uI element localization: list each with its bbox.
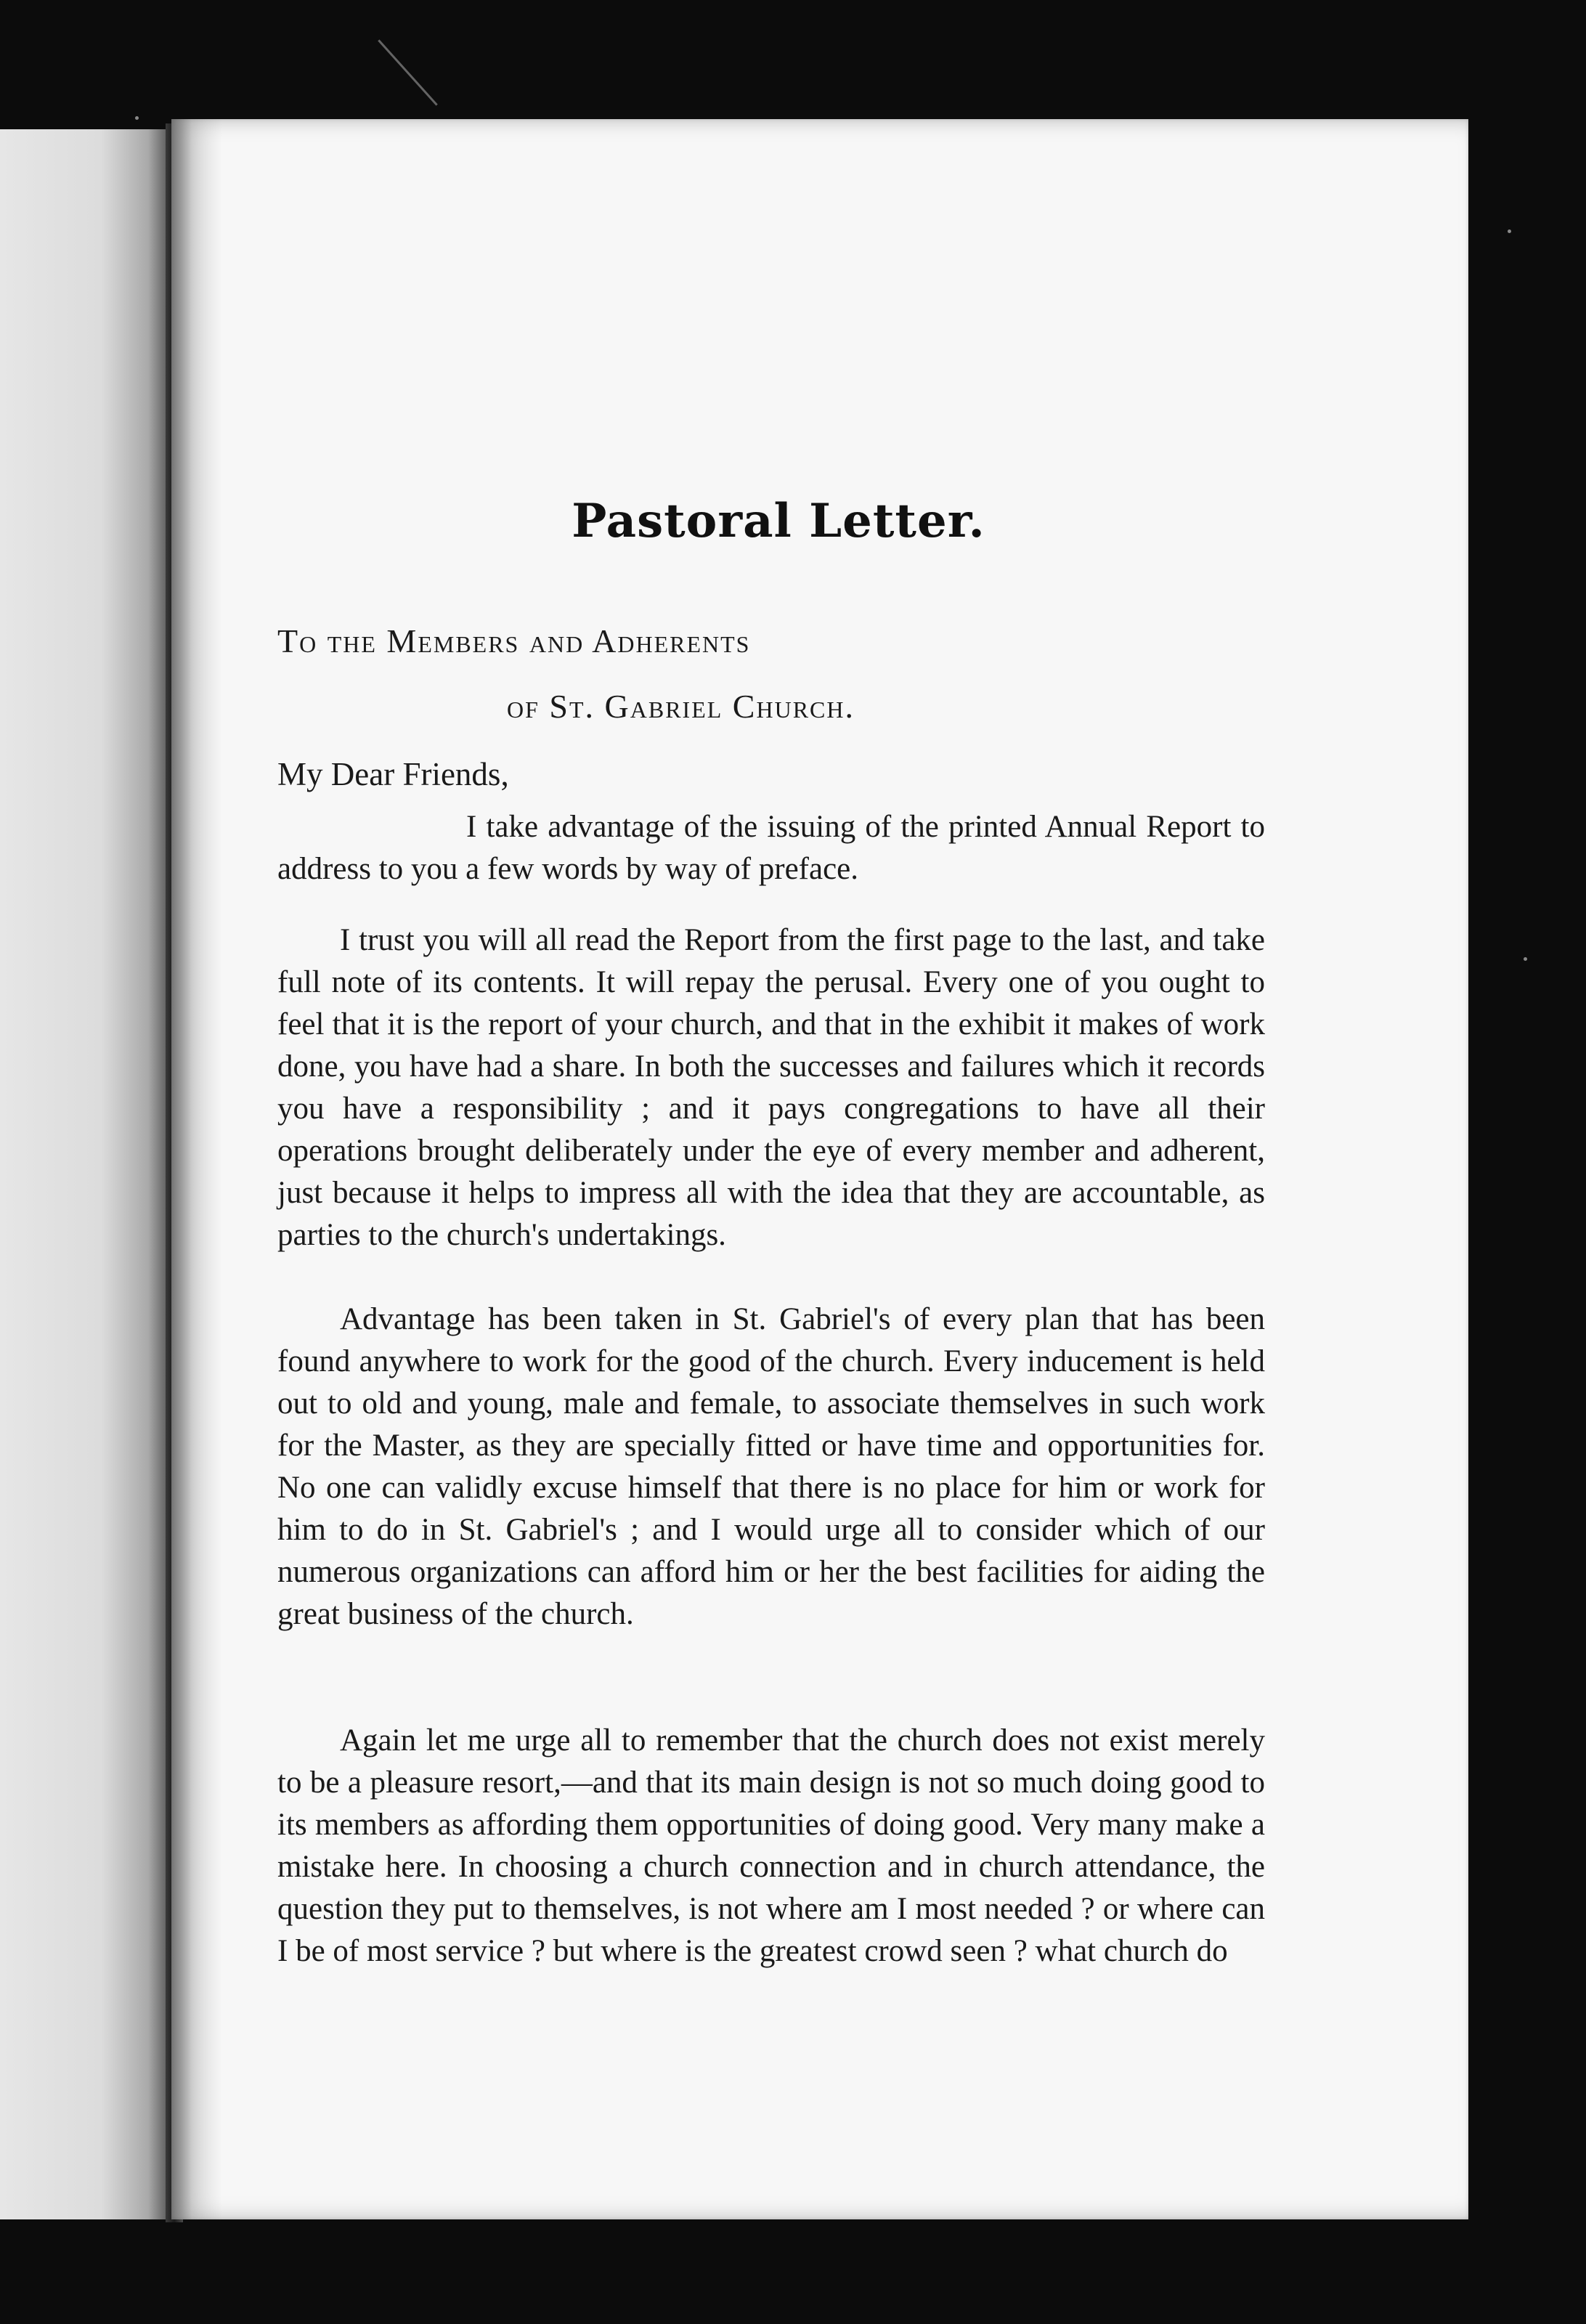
- dust-speck: [1508, 229, 1511, 233]
- address-line-1: To the Members and Adherents: [277, 622, 751, 659]
- dust-speck: [1524, 957, 1527, 961]
- paragraph-2: I trust you will all read the Report from the first page to the last, and take full note of its contents. It will repay the perusal. Every one of you ought to feel that it is the report of your church, and that in the exhibit it makes of work done, you have had a share. In both the successes and failures which it records you have a responsibility ; and it pays congregations to have all their operations brought deliberately under the eye of every member and adherent, just because it helps to impress all with the idea that they are accountable, as parties to the church's undertakings.: [277, 923, 1265, 1252]
- paragraph-3: Advantage has been taken in St. Gabriel's of every plan that has been found anywhere to work for the good of the church. Every inducement is held out to old and young, male and female, to associate themselves in such work for the Master, as they are specially fitted or have time and opportunities for. No one can validly excuse himself that there is no place for him or work for him to do in St. Gabriel's ; and I would urge all to consider which of our numerous organizations can afford him or her the best facilities for aiding the great business of the church.: [277, 1302, 1265, 1631]
- page-title: Pastoral Letter.: [572, 494, 985, 548]
- salutation: My Dear Friends,: [277, 756, 509, 792]
- gutter-shadow: [171, 119, 222, 2219]
- paragraph-4: Again let me urge all to remember that the church does not exist merely to be a pleasure resort,—and that its main design is not so much doing good to its members as affording them opportunities of doing good. Very many make a mistake here. In choosing a church connection and in church attendance, the question they put to themselves, is not where am I most needed ? or where can I be of most service ? but where is the greatest crowd seen ? what church do: [277, 1723, 1265, 1968]
- dust-speck: [135, 116, 139, 120]
- film-scratch: [378, 39, 438, 105]
- address-line-2: of St. Gabriel Church.: [507, 688, 855, 725]
- paragraph-1: I take advantage of the issuing of the printed Annual Report to address to you a few words by way of preface.: [277, 810, 1265, 886]
- left-page-edge: [0, 129, 168, 2219]
